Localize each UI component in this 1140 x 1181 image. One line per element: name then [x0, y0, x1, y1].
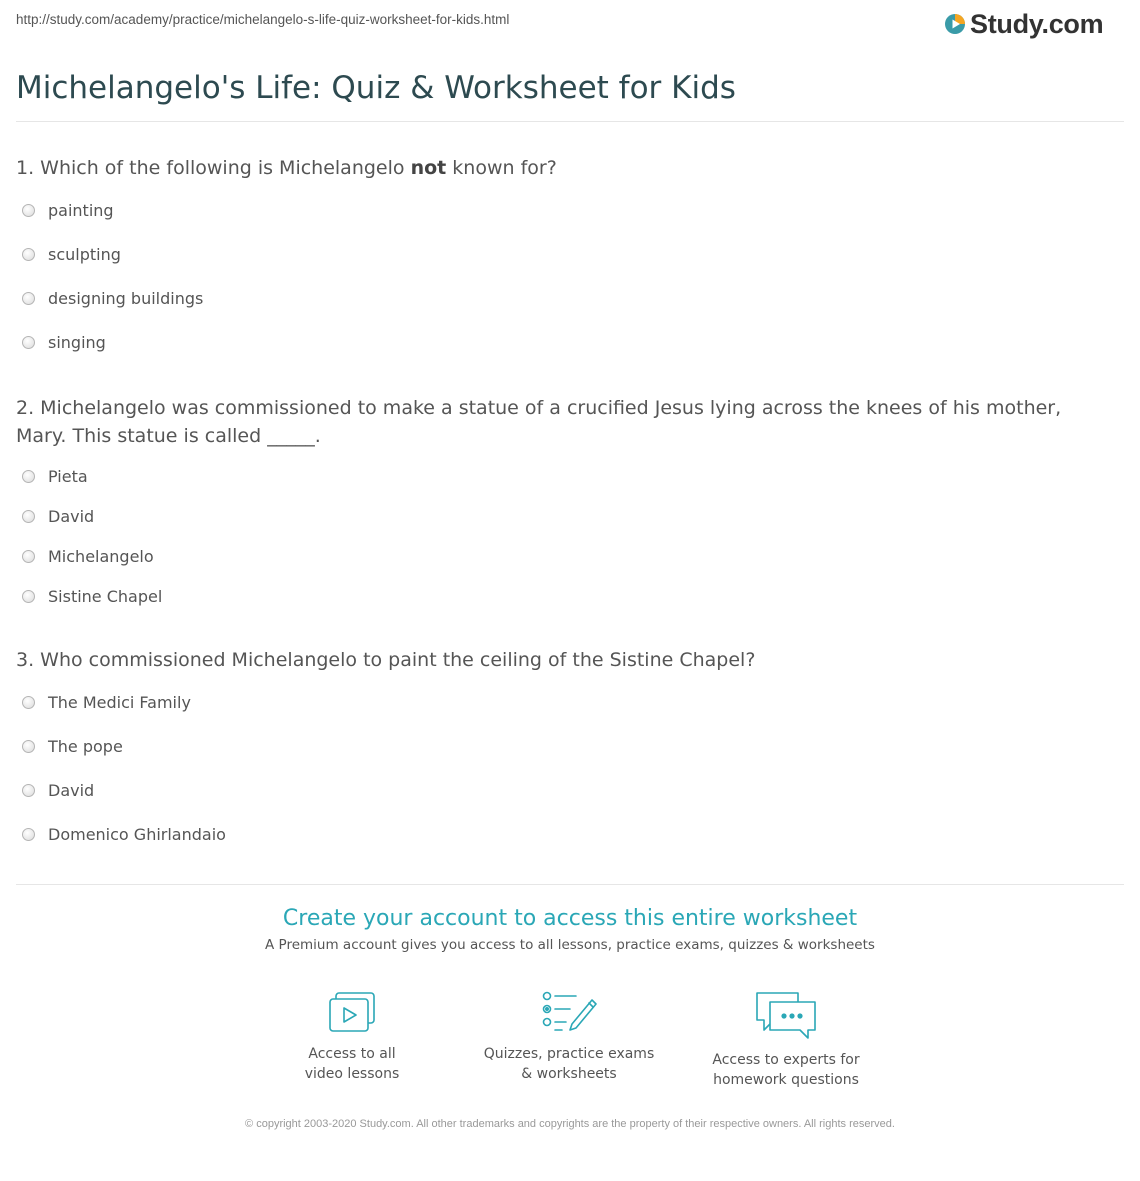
- feature-quizzes: [469, 990, 669, 1084]
- q3-option-2[interactable]: The pope: [22, 735, 123, 757]
- question-1: 1. Which of the following is Michelangelo not known for?: [16, 157, 557, 179]
- feature-video-lessons: [252, 990, 452, 1084]
- q3-option-3[interactable]: David: [22, 779, 94, 801]
- study-logo[interactable]: [944, 6, 1103, 42]
- radio-button[interactable]: [22, 292, 35, 305]
- q2-option-4[interactable]: Sistine Chapel: [22, 585, 162, 607]
- feature-experts: [686, 990, 886, 1090]
- radio-button[interactable]: [22, 470, 35, 483]
- q1-option-4[interactable]: singing: [22, 331, 106, 353]
- q3-option-4[interactable]: Domenico Ghirlandaio: [22, 823, 226, 845]
- q1-option-1[interactable]: painting: [22, 199, 114, 221]
- radio-button[interactable]: [22, 550, 35, 563]
- question-3: 3. Who commissioned Michelangelo to paint the ceiling of the Sistine Chapel?: [16, 649, 756, 671]
- radio-button[interactable]: [22, 828, 35, 841]
- create-account-link[interactable]: Create your account to access this entire worksheet: [282, 906, 858, 931]
- study-logo-icon: [944, 13, 966, 35]
- q1-option-3[interactable]: designing buildings: [22, 287, 203, 309]
- question-2: 2. Michelangelo was commissioned to make a statue of a crucified Jesus lying across the knees of his mother, Mary. This statue is called _____.: [16, 397, 1062, 447]
- q2-option-1[interactable]: Pieta: [22, 465, 88, 487]
- study-logo-text: Study.com: [970, 8, 1104, 39]
- radio-button[interactable]: [22, 740, 35, 753]
- video-lessons-icon: [326, 990, 378, 1034]
- chat-bubbles-icon: [754, 990, 818, 1040]
- page-url: http://study.com/academy/practice/michelangelo-s-life-quiz-worksheet-for-kids.html: [16, 12, 510, 27]
- radio-button[interactable]: [22, 784, 35, 797]
- radio-button[interactable]: [22, 696, 35, 709]
- radio-button[interactable]: [22, 590, 35, 603]
- cta-subtitle: A Premium account gives you access to all lessons, practice exams, quizzes & worksheets: [265, 937, 875, 953]
- divider: [16, 121, 1124, 122]
- feature-label: Access to experts for homework questions: [712, 1052, 860, 1088]
- question-1-emphasis: not: [410, 157, 447, 179]
- q3-option-1[interactable]: The Medici Family: [22, 691, 191, 713]
- q2-option-3[interactable]: Michelangelo: [22, 545, 154, 567]
- divider: [16, 884, 1124, 885]
- q1-option-2[interactable]: sculpting: [22, 243, 121, 265]
- q2-option-2[interactable]: David: [22, 505, 94, 527]
- page-title: Michelangelo's Life: Quiz & Worksheet for Kids: [16, 70, 736, 106]
- radio-button[interactable]: [22, 248, 35, 261]
- feature-label: Quizzes, practice exams & worksheets: [483, 1046, 655, 1082]
- radio-button[interactable]: [22, 510, 35, 523]
- radio-button[interactable]: [22, 204, 35, 217]
- quiz-checklist-icon: [540, 990, 598, 1034]
- copyright-text: © copyright 2003-2020 Study.com. All other trademarks and copyrights are the property of their respective owners. All rights reserved.: [245, 1118, 895, 1130]
- radio-button[interactable]: [22, 336, 35, 349]
- feature-label: Access to all video lessons: [304, 1046, 400, 1082]
